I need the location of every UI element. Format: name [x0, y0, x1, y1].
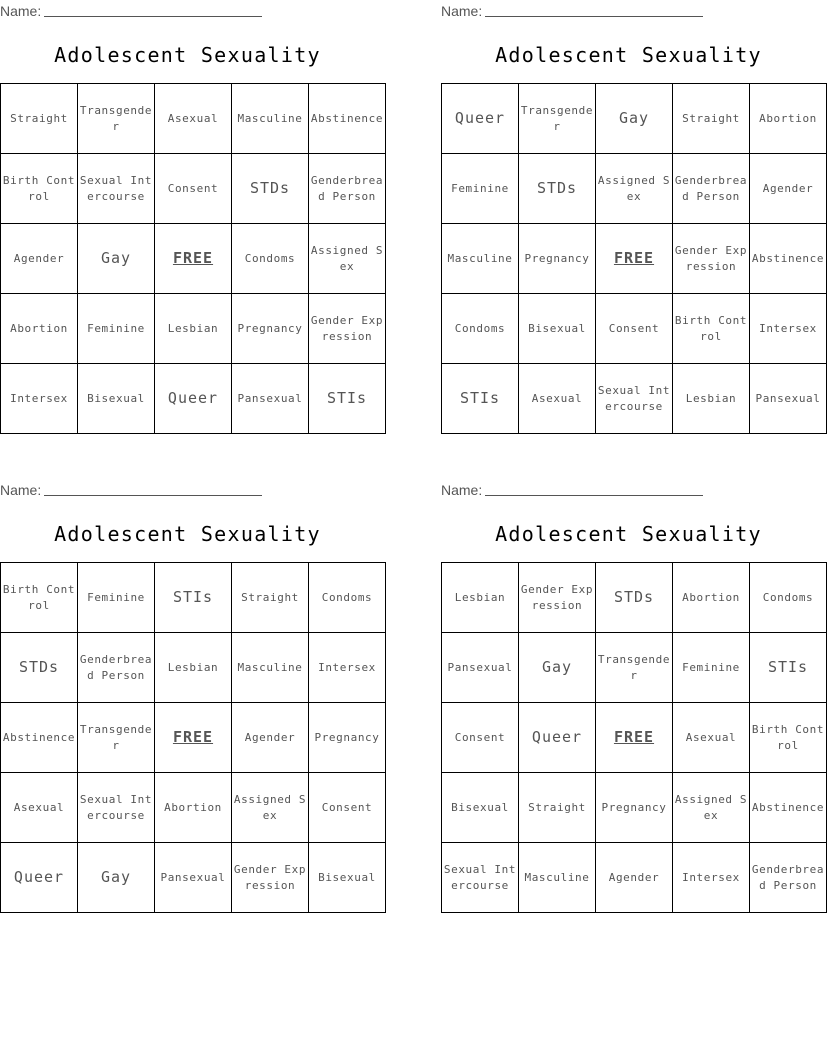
- bingo-cell: Asexual: [519, 364, 596, 434]
- bingo-cell: Gender Expression: [673, 224, 750, 294]
- bingo-row: [1, 563, 386, 633]
- bingo-cell: Straight: [519, 773, 596, 843]
- bingo-cell: Lesbian: [442, 563, 519, 633]
- bingo-cell: Asexual: [673, 703, 750, 773]
- bingo-cell: Birth Control: [1, 154, 78, 224]
- bingo-cell: Genderbread Person: [673, 154, 750, 224]
- bingo-cell: Feminine: [78, 563, 155, 633]
- bingo-cell: Assigned Sex: [232, 773, 309, 843]
- bingo-cell: Gay: [519, 633, 596, 703]
- bingo-cell: Straight: [1, 84, 78, 154]
- bingo-row: [1, 154, 386, 224]
- bingo-cell: Queer: [1, 843, 78, 913]
- bingo-cell: Gender Expression: [232, 843, 309, 913]
- bingo-row: [1, 703, 386, 773]
- bingo-cell: Straight: [673, 84, 750, 154]
- bingo-cell: Sexual Intercourse: [78, 154, 155, 224]
- bingo-cell: Gay: [596, 84, 673, 154]
- bingo-row: [442, 843, 827, 913]
- bingo-cell: Abstinence: [309, 84, 386, 154]
- bingo-row: [442, 703, 827, 773]
- bingo-cell: Straight: [232, 563, 309, 633]
- bingo-cell: Condoms: [232, 224, 309, 294]
- bingo-cell: Condoms: [309, 563, 386, 633]
- bingo-cell: Abortion: [155, 773, 232, 843]
- bingo-cell: Bisexual: [442, 773, 519, 843]
- name-blank-line: [485, 482, 703, 496]
- bingo-row: [442, 563, 827, 633]
- bingo-cell: Gay: [78, 224, 155, 294]
- bingo-cell: Pansexual: [155, 843, 232, 913]
- name-label: Name:: [441, 482, 483, 498]
- bingo-cell: Assigned Sex: [673, 773, 750, 843]
- bingo-cell: Sexual Intercourse: [442, 843, 519, 913]
- bingo-cell: STDs: [519, 154, 596, 224]
- bingo-row: [442, 154, 827, 224]
- bingo-grid: [441, 83, 827, 434]
- bingo-cell: Bisexual: [519, 294, 596, 364]
- bingo-cell: Transgender: [78, 84, 155, 154]
- bingo-cell: STDs: [596, 563, 673, 633]
- bingo-cell: Pregnancy: [309, 703, 386, 773]
- bingo-cell: Transgender: [519, 84, 596, 154]
- bingo-cell: STDs: [232, 154, 309, 224]
- bingo-cell: Intersex: [750, 294, 827, 364]
- bingo-cell: Bisexual: [309, 843, 386, 913]
- bingo-cell: Sexual Intercourse: [78, 773, 155, 843]
- bingo-cell: Genderbread Person: [78, 633, 155, 703]
- name-label: Name:: [0, 482, 42, 498]
- bingo-cell: Genderbread Person: [750, 843, 827, 913]
- free-space: FREE: [155, 703, 232, 773]
- bingo-cell: Condoms: [442, 294, 519, 364]
- bingo-cell: STIs: [155, 563, 232, 633]
- bingo-cell: Sexual Intercourse: [596, 364, 673, 434]
- bingo-cell: Queer: [155, 364, 232, 434]
- bingo-cell: Feminine: [78, 294, 155, 364]
- bingo-cell: Gay: [78, 843, 155, 913]
- bingo-cell: Queer: [442, 84, 519, 154]
- bingo-row: [442, 364, 827, 434]
- name-field: [441, 3, 703, 19]
- bingo-cell: Genderbread Person: [309, 154, 386, 224]
- bingo-cell: STIs: [750, 633, 827, 703]
- bingo-cell: Gender Expression: [519, 563, 596, 633]
- bingo-cell: Intersex: [309, 633, 386, 703]
- bingo-row: [1, 84, 386, 154]
- name-blank-line: [485, 3, 703, 17]
- bingo-row: [1, 224, 386, 294]
- bingo-cell: Consent: [309, 773, 386, 843]
- bingo-row: [1, 773, 386, 843]
- bingo-cell: Abstinence: [750, 224, 827, 294]
- bingo-cell: Lesbian: [155, 633, 232, 703]
- bingo-cell: Gender Expression: [309, 294, 386, 364]
- bingo-cell: Birth Control: [673, 294, 750, 364]
- bingo-cell: Masculine: [232, 84, 309, 154]
- name-field: [441, 482, 703, 498]
- bingo-grid: [0, 83, 386, 434]
- bingo-cell: Condoms: [750, 563, 827, 633]
- bingo-cell: Bisexual: [78, 364, 155, 434]
- bingo-cell: Abstinence: [750, 773, 827, 843]
- bingo-cell: Transgender: [596, 633, 673, 703]
- bingo-cell: Queer: [519, 703, 596, 773]
- bingo-cell: Pregnancy: [232, 294, 309, 364]
- name-blank-line: [44, 3, 262, 17]
- bingo-cell: Feminine: [673, 633, 750, 703]
- bingo-cell: Masculine: [232, 633, 309, 703]
- bingo-row: [1, 633, 386, 703]
- bingo-cell: Intersex: [1, 364, 78, 434]
- bingo-grid: [441, 562, 827, 913]
- bingo-cell: Assigned Sex: [596, 154, 673, 224]
- bingo-cell: Abortion: [750, 84, 827, 154]
- bingo-row: [442, 294, 827, 364]
- free-space: FREE: [155, 224, 232, 294]
- card-title: Adolescent Sexuality: [495, 43, 762, 67]
- free-space: FREE: [596, 703, 673, 773]
- bingo-cell: Abortion: [1, 294, 78, 364]
- bingo-cell: Masculine: [519, 843, 596, 913]
- name-blank-line: [44, 482, 262, 496]
- bingo-row: [442, 84, 827, 154]
- name-label: Name:: [441, 3, 483, 19]
- bingo-cell: Pansexual: [442, 633, 519, 703]
- bingo-cell: Pregnancy: [519, 224, 596, 294]
- bingo-cell: Lesbian: [155, 294, 232, 364]
- free-space: FREE: [596, 224, 673, 294]
- bingo-row: [1, 843, 386, 913]
- bingo-cell: Consent: [155, 154, 232, 224]
- bingo-cell: Abstinence: [1, 703, 78, 773]
- bingo-cell: Asexual: [1, 773, 78, 843]
- bingo-cell: Asexual: [155, 84, 232, 154]
- bingo-cell: Agender: [232, 703, 309, 773]
- bingo-row: [1, 294, 386, 364]
- bingo-cell: Agender: [1, 224, 78, 294]
- bingo-row: [1, 364, 386, 434]
- name-label: Name:: [0, 3, 42, 19]
- name-field: [0, 3, 262, 19]
- bingo-cell: Agender: [596, 843, 673, 913]
- bingo-row: [442, 773, 827, 843]
- bingo-cell: Intersex: [673, 843, 750, 913]
- bingo-cell: Transgender: [78, 703, 155, 773]
- bingo-row: [442, 224, 827, 294]
- bingo-cell: Pansexual: [232, 364, 309, 434]
- bingo-cell: Pregnancy: [596, 773, 673, 843]
- bingo-row: [442, 633, 827, 703]
- bingo-cell: Masculine: [442, 224, 519, 294]
- bingo-cell: Feminine: [442, 154, 519, 224]
- bingo-cell: Assigned Sex: [309, 224, 386, 294]
- bingo-cell: Birth Control: [1, 563, 78, 633]
- bingo-cell: Consent: [596, 294, 673, 364]
- bingo-cell: Consent: [442, 703, 519, 773]
- bingo-cell: Birth Control: [750, 703, 827, 773]
- bingo-cell: Lesbian: [673, 364, 750, 434]
- bingo-cell: STIs: [442, 364, 519, 434]
- bingo-cell: Abortion: [673, 563, 750, 633]
- card-title: Adolescent Sexuality: [495, 522, 762, 546]
- card-title: Adolescent Sexuality: [54, 43, 321, 67]
- name-field: [0, 482, 262, 498]
- bingo-cell: Pansexual: [750, 364, 827, 434]
- bingo-cell: STIs: [309, 364, 386, 434]
- bingo-cell: Agender: [750, 154, 827, 224]
- bingo-grid: [0, 562, 386, 913]
- card-title: Adolescent Sexuality: [54, 522, 321, 546]
- bingo-cell: STDs: [1, 633, 78, 703]
